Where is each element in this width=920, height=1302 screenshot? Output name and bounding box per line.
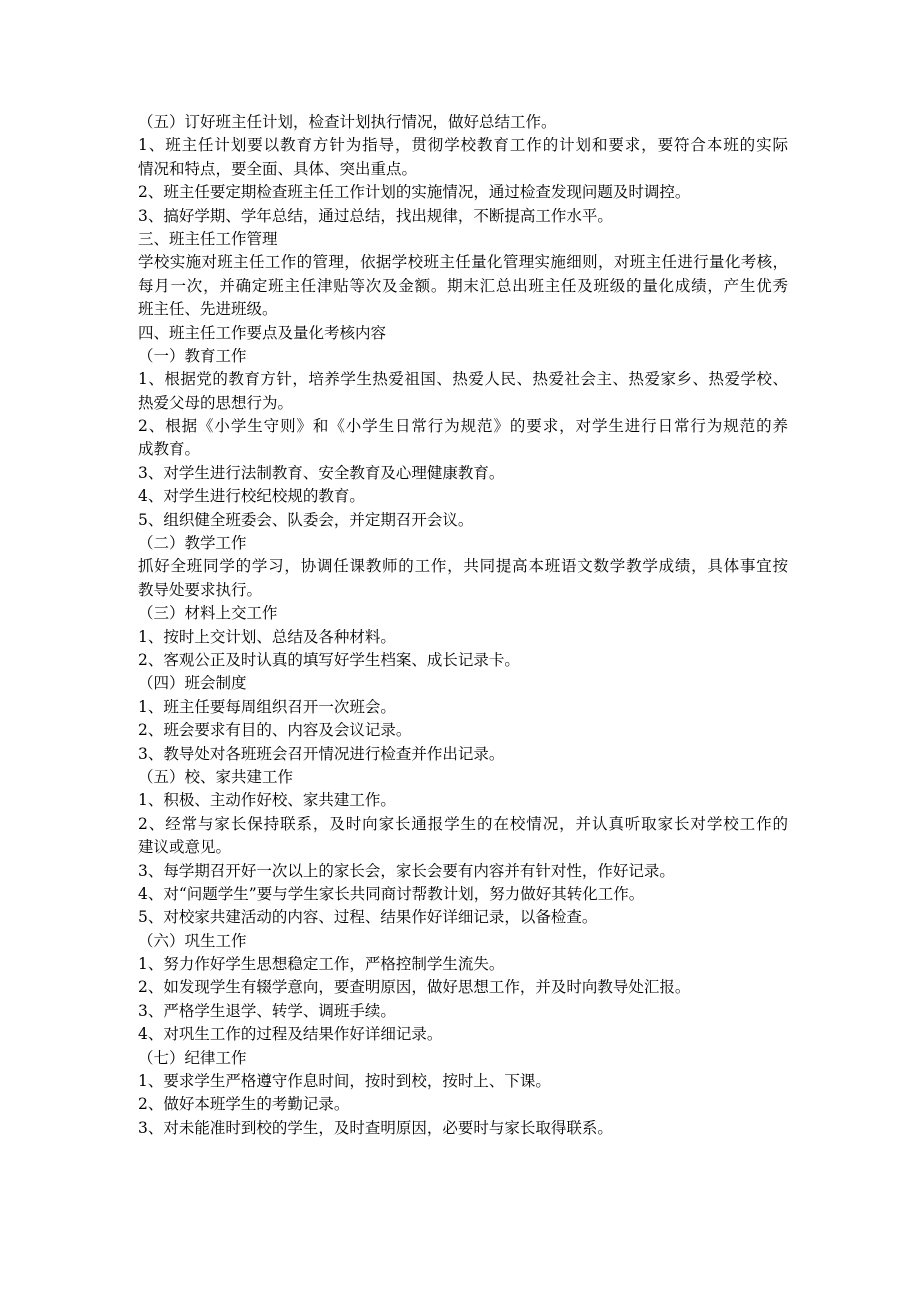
text-line: 4、对学生进行校纪校规的教育。: [138, 487, 365, 506]
text-line: 2、做好本班学生的考勤记录。: [138, 1095, 350, 1114]
text-line: 班主任、先进班级。: [138, 300, 278, 319]
text-line: 1、按时上交计划、总结及各种材料。: [138, 627, 396, 646]
text-line: 学校实施对班主任工作的管理，依据学校班主任量化管理实施细则，对班主任进行量化考核，: [138, 253, 788, 272]
text-line: 2、客观公正及时认真的填写好学生档案、成长记录卡。: [138, 650, 520, 669]
text-line: 3、教导处对各班班会召开情况进行检查并作出记录。: [138, 744, 505, 763]
text-line: 成教育。: [138, 440, 201, 459]
text-line: （一）教育工作: [138, 346, 247, 365]
text-line: （七）纪律工作: [138, 1048, 247, 1067]
text-line: 2、根据《小学生守则》和《小学生日常行为规范》的要求，对学生进行日常行为规范的养: [138, 417, 788, 436]
text-line: 5、对校家共建活动的内容、过程、结果作好详细记录，以备检查。: [138, 908, 598, 927]
text-line: （六）巩生工作: [138, 931, 247, 950]
text-line: 四、班主任工作要点及量化考核内容: [138, 323, 387, 342]
text-line: 1、积极、主动作好校、家共建工作。: [138, 791, 396, 810]
text-line: 4、对巩生工作的过程及结果作好详细记录。: [138, 1025, 443, 1044]
text-line: 1、要求学生严格遵守作息时间，按时到校，按时上、下课。: [138, 1072, 551, 1091]
text-line: （三）材料上交工作: [138, 604, 278, 623]
text-line: 情况和特点，要全面、具体、突出重点。: [138, 159, 418, 178]
text-line: 3、对学生进行法制教育、安全教育及心理健康教育。: [138, 463, 505, 482]
text-line: 3、对未能准时到校的学生，及时查明原因，必要时与家长取得联系。: [138, 1118, 613, 1137]
text-line: （四）班会制度: [138, 674, 247, 693]
text-line: （五）订好班主任计划，检查计划执行情况，做好总结工作。: [138, 113, 557, 131]
document-body: [138, 111, 788, 1140]
text-line: 1、班主任计划要以教育方针为指导，贯彻学校教育工作的计划和要求，要符合本班的实际: [138, 136, 788, 155]
text-line: 2、经常与家长保持联系，及时向家长通报学生的在校情况，并认真听取家长对学校工作的: [138, 814, 788, 833]
text-line: （二）教学工作: [138, 534, 247, 553]
text-line: 三、班主任工作管理: [138, 229, 278, 248]
text-line: 2、如发现学生有辍学意向，要查明原因，做好思想工作，并及时向教导处汇报。: [138, 978, 691, 997]
text-line: 抓好全班同学的学习，协调任课教师的工作，共同提高本班语文数学教学成绩，具体事宜按: [138, 557, 788, 576]
text-line: 建议或意见。: [138, 838, 232, 857]
text-line: 3、严格学生退学、转学、调班手续。: [138, 1001, 396, 1020]
text-line: 教导处要求执行。: [138, 580, 263, 599]
text-line: （五）校、家共建工作: [138, 767, 294, 786]
text-line: 每月一次，并确定班主任津贴等次及金额。期末汇总出班主任及班级的量化成绩，产生优秀: [138, 276, 788, 295]
text-line: 1、班主任要每周组织召开一次班会。: [138, 697, 396, 716]
text-line: 3、每学期召开好一次以上的家长会，家长会要有内容并有针对性，作好记录。: [138, 861, 675, 880]
text-line: 4、对“问题学生”要与学生家长共同商讨帮教计划，努力做好其转化工作。: [138, 884, 645, 903]
text-line: 2、班会要求有目的、内容及会议记录。: [138, 721, 412, 740]
text-line: 3、搞好学期、学年总结，通过总结，找出规律，不断提高工作水平。: [138, 206, 613, 225]
text-line: 热爱父母的思想行为。: [138, 393, 294, 412]
text-line: 1、根据党的教育方针，培养学生热爱祖国、热爱人民、热爱社会主、热爱家乡、热爱学校、: [138, 370, 788, 389]
text-line: 5、组织健全班委会、队委会，并定期召开会议。: [138, 510, 474, 529]
text-line: 1、努力作好学生思想稳定工作，严格控制学生流失。: [138, 955, 505, 974]
text-line: 2、班主任要定期检查班主任工作计划的实施情况，通过检查发现问题及时调控。: [138, 183, 691, 202]
